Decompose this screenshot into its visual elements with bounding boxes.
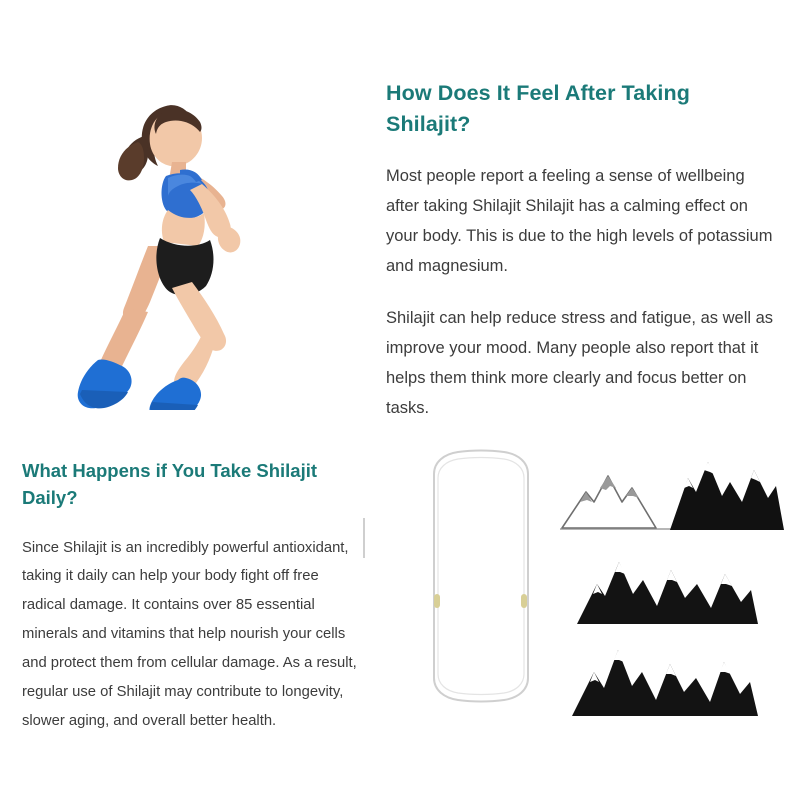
article-section: [386, 78, 776, 423]
mountain-silhouette-illustration: [668, 452, 786, 532]
column-divider: [363, 518, 365, 558]
running-woman-illustration: [40, 50, 300, 410]
secondary-heading: What Happens if You Take Shilajit Daily?: [22, 460, 318, 508]
secondary-section: [22, 458, 362, 736]
mountain-outline-illustration: [560, 462, 675, 532]
article-paragraph-1: Most people report a feeling a sense of wellbeing after taking Shilajit Shilajit has a calming effect on your body. This is due to the high levels of potassium and magnesium.: [386, 167, 773, 276]
article-heading: How Does It Feel After Taking Shilajit?: [386, 81, 690, 136]
secondary-paragraph: Since Shilajit is an incredibly powerful antioxidant, taking it daily can help your body fight off free radical damage. It contains over 85 essential minerals and vitamins that help nourish your cells and protect them from cellular damage. As a result, regular use of Shilajit may contribute to longevity, slower aging, and overall better health.: [22, 539, 357, 729]
mountain-range-silhouette-illustration: [575, 548, 760, 626]
shilajit-pouch-illustration: [420, 448, 540, 708]
mountain-peaks-silhouette-illustration: [570, 638, 760, 718]
article-paragraph-2: Shilajit can help reduce stress and fatigue, as well as improve your mood. Many people also report that it helps them think more clearly and focus better on tasks.: [386, 309, 774, 418]
